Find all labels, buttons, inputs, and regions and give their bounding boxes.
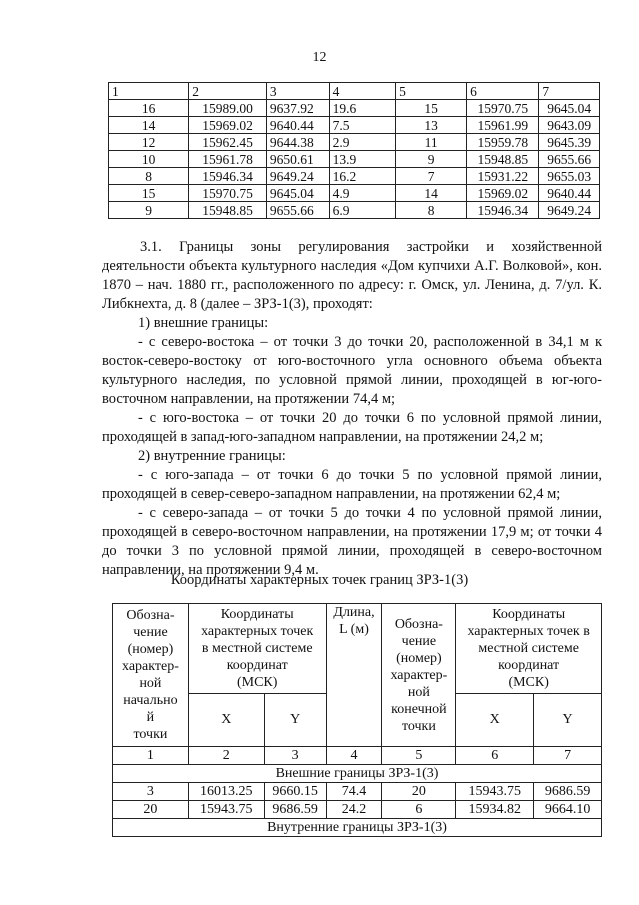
table-cell: 15 — [396, 100, 467, 117]
table-cell: 9637.92 — [266, 100, 329, 117]
table-cell: 15943.75 — [456, 783, 534, 801]
paragraph-southwest: - с юго-запада – от точки 6 до точки 5 по условной прямой линии, проходящей в север-северо-западном направлении, на протяжении 62,4 м; — [102, 467, 602, 502]
table-number-row — [113, 747, 602, 765]
table-cell: 15989.00 — [189, 100, 267, 117]
table-cell: 1 — [113, 747, 189, 765]
table-row — [109, 202, 600, 219]
section-outer-boundaries: Внешние границы ЗРЗ-1(3) — [113, 765, 602, 783]
table-row — [109, 151, 600, 168]
table-cell: 15962.45 — [189, 134, 267, 151]
header-end-point: Обозна- чение (номер) характер- ной конечной точки — [382, 604, 456, 747]
table-cell: 15948.85 — [189, 202, 267, 219]
table-cell: 12 — [109, 134, 189, 151]
table-cell: 15970.75 — [189, 185, 267, 202]
paragraph-southeast: - с юго-востока – от точки 20 до точки 6 по условной прямой линии, проходящей в запад-юго-западном направлении, на протяжении 24,2 м; — [102, 410, 602, 445]
table-cell: 4 — [326, 747, 382, 765]
table-cell: 15961.78 — [189, 151, 267, 168]
table-cell: 3 — [266, 83, 329, 100]
header-start-point: Обозна- чение (номер) характер- ной начально й точки — [113, 604, 189, 747]
table-cell: 9660.15 — [264, 783, 326, 801]
header-x: X — [188, 693, 264, 746]
paragraph-northwest: - с северо-запада – от точки 5 до точки 4 по условной прямой линии, проходящей в северо-восточном направлении, на протяжении 17,9 м; от точки 4 до точки 3 по условной прямой линии, проходящей в северо-восточном направлении, на протяжении 9,4 м. — [102, 505, 602, 578]
page-number: 12 — [312, 50, 327, 65]
table-cell: 15970.75 — [467, 100, 539, 117]
table-cell: 13.9 — [329, 151, 396, 168]
table-cell: 9645.04 — [539, 100, 600, 117]
header-x: X — [456, 693, 534, 746]
table-cell: 15969.02 — [189, 117, 267, 134]
table-cell: 6.9 — [329, 202, 396, 219]
table-cell: 11 — [396, 134, 467, 151]
table-cell: 15961.99 — [467, 117, 539, 134]
table-cell: 13 — [396, 117, 467, 134]
table-cell: 6 — [456, 747, 534, 765]
table-cell: 7 — [539, 83, 600, 100]
table-cell: 7 — [396, 168, 467, 185]
table-cell: 3 — [264, 747, 326, 765]
table-cell: 2 — [189, 83, 267, 100]
table-cell: 74.4 — [326, 783, 382, 801]
table-cell: 9643.09 — [539, 117, 600, 134]
table-cell: 16.2 — [329, 168, 396, 185]
table-cell: 3 — [113, 783, 189, 801]
table-cell: 20 — [113, 801, 189, 819]
header-coordinates-left: Координаты характерных точек в местной системе координат (МСК) — [188, 604, 326, 694]
table-cell: 15934.82 — [456, 801, 534, 819]
table-row — [109, 185, 600, 202]
section-row — [113, 819, 602, 837]
table-cell: 8 — [109, 168, 189, 185]
table-row — [109, 168, 600, 185]
header-y: Y — [264, 693, 326, 746]
section-row — [113, 765, 602, 783]
table-cell: 9650.61 — [266, 151, 329, 168]
table-cell: 9686.59 — [534, 783, 602, 801]
table-cell: 9640.44 — [266, 117, 329, 134]
table-cell: 24.2 — [326, 801, 382, 819]
table-row — [109, 100, 600, 117]
table-cell: 9 — [109, 202, 189, 219]
table-cell: 15946.34 — [467, 202, 539, 219]
table-cell: 6 — [382, 801, 456, 819]
table-row — [113, 783, 602, 801]
table-cell: 9649.24 — [266, 168, 329, 185]
header-y: Y — [534, 693, 602, 746]
table-cell: 15959.78 — [467, 134, 539, 151]
table-cell: 5 — [396, 83, 467, 100]
section-inner-boundaries: Внутренние границы ЗРЗ-1(3) — [113, 819, 602, 837]
table-cell: 15969.02 — [467, 185, 539, 202]
paragraph-northeast: - с северо-востока – от точки 3 до точки 20, расположенной в 34,1 м к восток-северо-востоку от юго-восточного угла основного объема объекта культурного наследия, по условной прямой линии, проходящей в юг-юго-восточном направлении, на протяжении 74,4 м; — [102, 334, 602, 407]
table-cell: 15 — [109, 185, 189, 202]
table-cell: 20 — [382, 783, 456, 801]
body-text — [102, 238, 602, 580]
boundary-coordinates-table — [112, 603, 602, 837]
table-row — [113, 801, 602, 819]
table-cell: 6 — [467, 83, 539, 100]
table-cell: 14 — [396, 185, 467, 202]
table-cell: 15946.34 — [189, 168, 267, 185]
table-cell: 2 — [188, 747, 264, 765]
table-row — [109, 134, 600, 151]
table-cell: 9644.38 — [266, 134, 329, 151]
table-cell: 9645.39 — [539, 134, 600, 151]
table-header-row — [113, 604, 602, 694]
table-cell: 7.5 — [329, 117, 396, 134]
header-length: Длина, L (м) — [326, 604, 382, 747]
table-cell: 9640.44 — [539, 185, 600, 202]
paragraph-inner-heading: 2) внутренние границы: — [138, 448, 286, 464]
table-cell: 4.9 — [329, 185, 396, 202]
table-cell: 9664.10 — [534, 801, 602, 819]
table-cell: 10 — [109, 151, 189, 168]
table-cell: 4 — [329, 83, 396, 100]
table-cell: 9 — [396, 151, 467, 168]
table-cell: 16 — [109, 100, 189, 117]
paragraph-outer-heading: 1) внешние границы: — [138, 315, 269, 331]
table-cell: 8 — [396, 202, 467, 219]
table-cell: 9649.24 — [539, 202, 600, 219]
header-coordinates-right: Координаты характерных точек в местной системе координат (МСК) — [456, 604, 602, 694]
table-cell: 15948.85 — [467, 151, 539, 168]
table-title: Координаты характерных точек границ ЗРЗ-1(3) — [170, 572, 469, 588]
table-cell: 14 — [109, 117, 189, 134]
table-cell: 9655.66 — [266, 202, 329, 219]
table-cell: 5 — [382, 747, 456, 765]
table-cell: 7 — [534, 747, 602, 765]
table-cell: 16013.25 — [188, 783, 264, 801]
table-cell: 1 — [109, 83, 189, 100]
table-cell: 15943.75 — [188, 801, 264, 819]
table-cell: 9686.59 — [264, 801, 326, 819]
coordinates-table-continued — [108, 82, 600, 219]
table-cell: 9645.04 — [266, 185, 329, 202]
table-row — [109, 117, 600, 134]
table-cell: 15931.22 — [467, 168, 539, 185]
table-cell: 9655.03 — [539, 168, 600, 185]
paragraph-zone-definition: 3.1. Границы зоны регулирования застройки и хозяйственной деятельности объекта культурного наследия «Дом купчихи А.Г. Волковой», кон. 1870 – нач. 1880 гг., расположенного по адресу: г. Омск, ул. Ленина, д. 7/ул. К. Либкнехта, д. 8 (далее – ЗРЗ-1(3), проходят: — [102, 239, 602, 312]
table-cell: 19.6 — [329, 100, 396, 117]
table-header-row — [109, 83, 600, 100]
table-cell: 2.9 — [329, 134, 396, 151]
table-cell: 9655.66 — [539, 151, 600, 168]
